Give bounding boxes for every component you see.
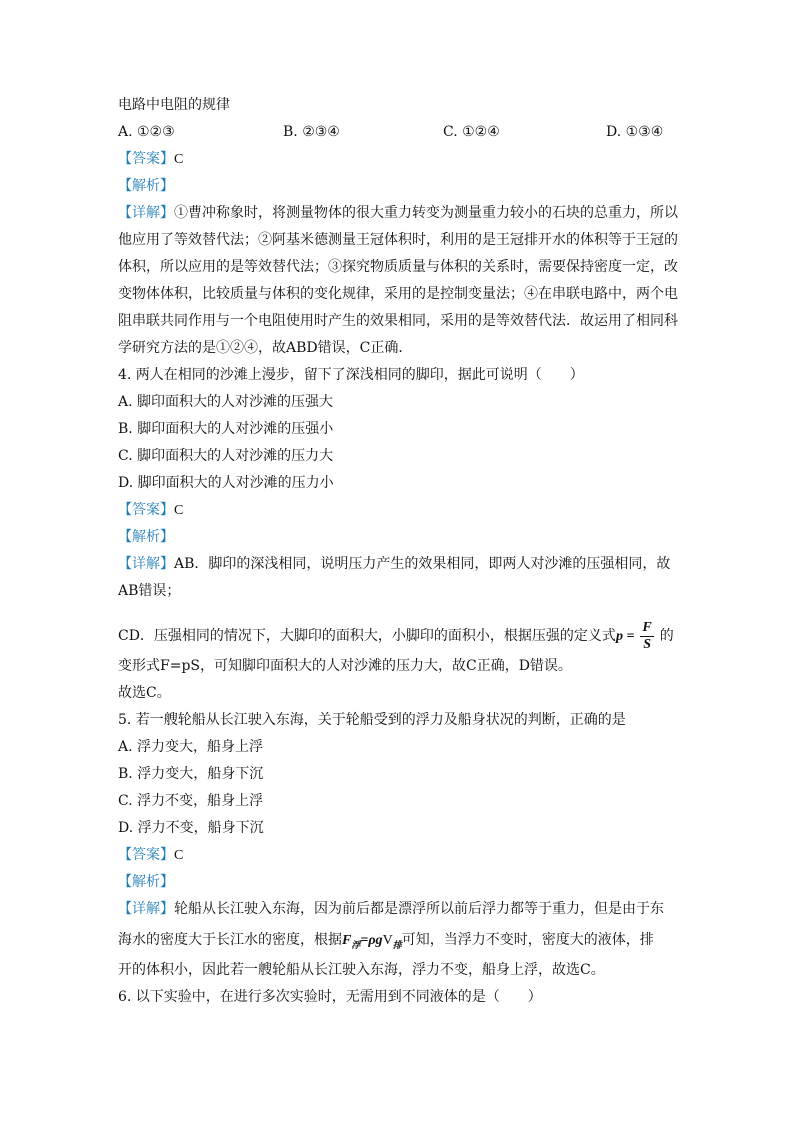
formula-f-subscript: 浮 [351,939,361,950]
formula-equals: = [626,629,635,644]
detail-tag: 【详解】 [118,556,174,572]
q5-stem: 5. 若一艘轮船从长江驶入东海，关于轮船受到的浮力及船身状况的判断，正确的是 [118,712,626,728]
answer-value: C [174,503,184,518]
q4-detail-3: 变形式F=pS，可知脚印面积大的人对沙滩的压力大，故C正确，D错误。 [118,658,572,674]
detail-text: 可知，当浮力不变时，密度大的液体，排 [401,932,654,948]
analysis-tag: 【解析】 [118,178,174,194]
q5-detail-3: 开的体积小，因此若一艘轮船从长江驶入东海，浮力不变，船身上浮，故选C。 [118,962,605,978]
analysis-tag: 【解析】 [118,529,174,545]
q3-detail [118,200,678,362]
q3-option-d: D. ①③④ [606,124,664,140]
q3-option-b: B. ②③④ [283,124,340,140]
q4-answer [118,497,678,524]
detail-tag: 【详解】 [118,205,174,221]
formula-v-subscript: 排 [392,939,402,950]
answer-tag: 【答案】 [118,847,174,863]
q6-stem: 6. 以下实验中，在进行多次实验时，无需用到不同液体的是（ ） [118,989,542,1005]
formula-v: V [382,933,393,948]
q5-detail-2 [118,923,678,957]
previous-question-tail: 电路中电阻的规律 [118,97,230,113]
q3-analysis-tag [118,173,678,200]
detail-text: ①曹冲称象时，将测量物体的很大重力转变为测量重力较小的石块的总重力，所以他应用了等效替代法；②阿基米德测量王冠体积时，利用的是王冠排开水的体积等于王冠的体积，所以应用的是等效替代法；③探究物质质量与体积的关系时，需要保持密度一定，改变物体体积，比较质量与体积的变化规律，采用的是控制变量法；④在串联电路中，两个电阻串联共同作用与一个电阻使用时产生的效果相同，采用的是等效替代法．故运用了相同科学研究方法的是①②④，故ABD错误，C正确． [118,205,678,356]
formula-fraction [640,620,653,653]
q5-answer [118,842,678,869]
answer-tag: 【答案】 [118,502,174,518]
q5-option-c: C. 浮力不变，船身上浮 [118,793,264,809]
document-page [118,92,678,1011]
detail-text: 海水的密度大于长江水的密度，根据 [118,932,342,948]
detail-text: 轮船从长江驶入东海，因为前后都是漂浮所以前后浮力都等于重力，但是由于东 [174,901,664,917]
q4-option-d: D. 脚印面积大的人对沙滩的压力小 [118,475,334,491]
q5-option-d: D. 浮力不变，船身下沉 [118,820,264,836]
q4-stem: 4. 两人在相同的沙滩上漫步，留下了深浅相同的脚印，据此可说明（ ） [118,367,584,383]
q4-option-b: B. 脚印面积大的人对沙滩的压强小 [118,421,334,437]
formula-p: p [615,629,623,644]
q5-option-a: A. 浮力变大，船身上浮 [118,739,264,755]
q3-answer [118,146,678,173]
q4-option-c: C. 脚印面积大的人对沙滩的压力大 [118,448,334,464]
detail-tag: 【详解】 [118,901,174,917]
buoyancy-formula [342,933,402,948]
formula-numerator: F [642,620,652,636]
pressure-formula [615,620,660,653]
q5-detail-1 [118,896,678,923]
answer-tag: 【答案】 [118,151,174,167]
formula-rho-g: =ρg [360,933,383,948]
q4-conclusion: 故选C。 [118,685,171,701]
q5-analysis-tag [118,869,678,896]
detail-text: CD．压强相同的情况下，大脚印的面积大，小脚印的面积小，根据压强的定义式 [118,628,616,644]
answer-value: C [174,848,184,863]
analysis-tag: 【解析】 [118,874,174,890]
q3-options [118,119,678,146]
q4-detail-2 [118,619,678,653]
detail-text: 的 [659,628,674,644]
answer-value: C [174,152,184,167]
q4-option-a: A. 脚印面积大的人对沙滩的压强大 [118,394,334,410]
q3-option-c: C. ①②④ [443,124,500,140]
q4-detail-1 [118,551,678,605]
detail-text: AB．脚印的深浅相同，说明压力产生的效果相同，即两人对沙滩的压强相同，故AB错误； [118,556,671,599]
q4-analysis-tag [118,524,678,551]
formula-denominator: S [643,637,651,653]
formula-f: F [342,933,352,948]
q3-option-a: A. ①②③ [118,124,175,140]
q5-option-b: B. 浮力变大，船身下沉 [118,766,264,782]
